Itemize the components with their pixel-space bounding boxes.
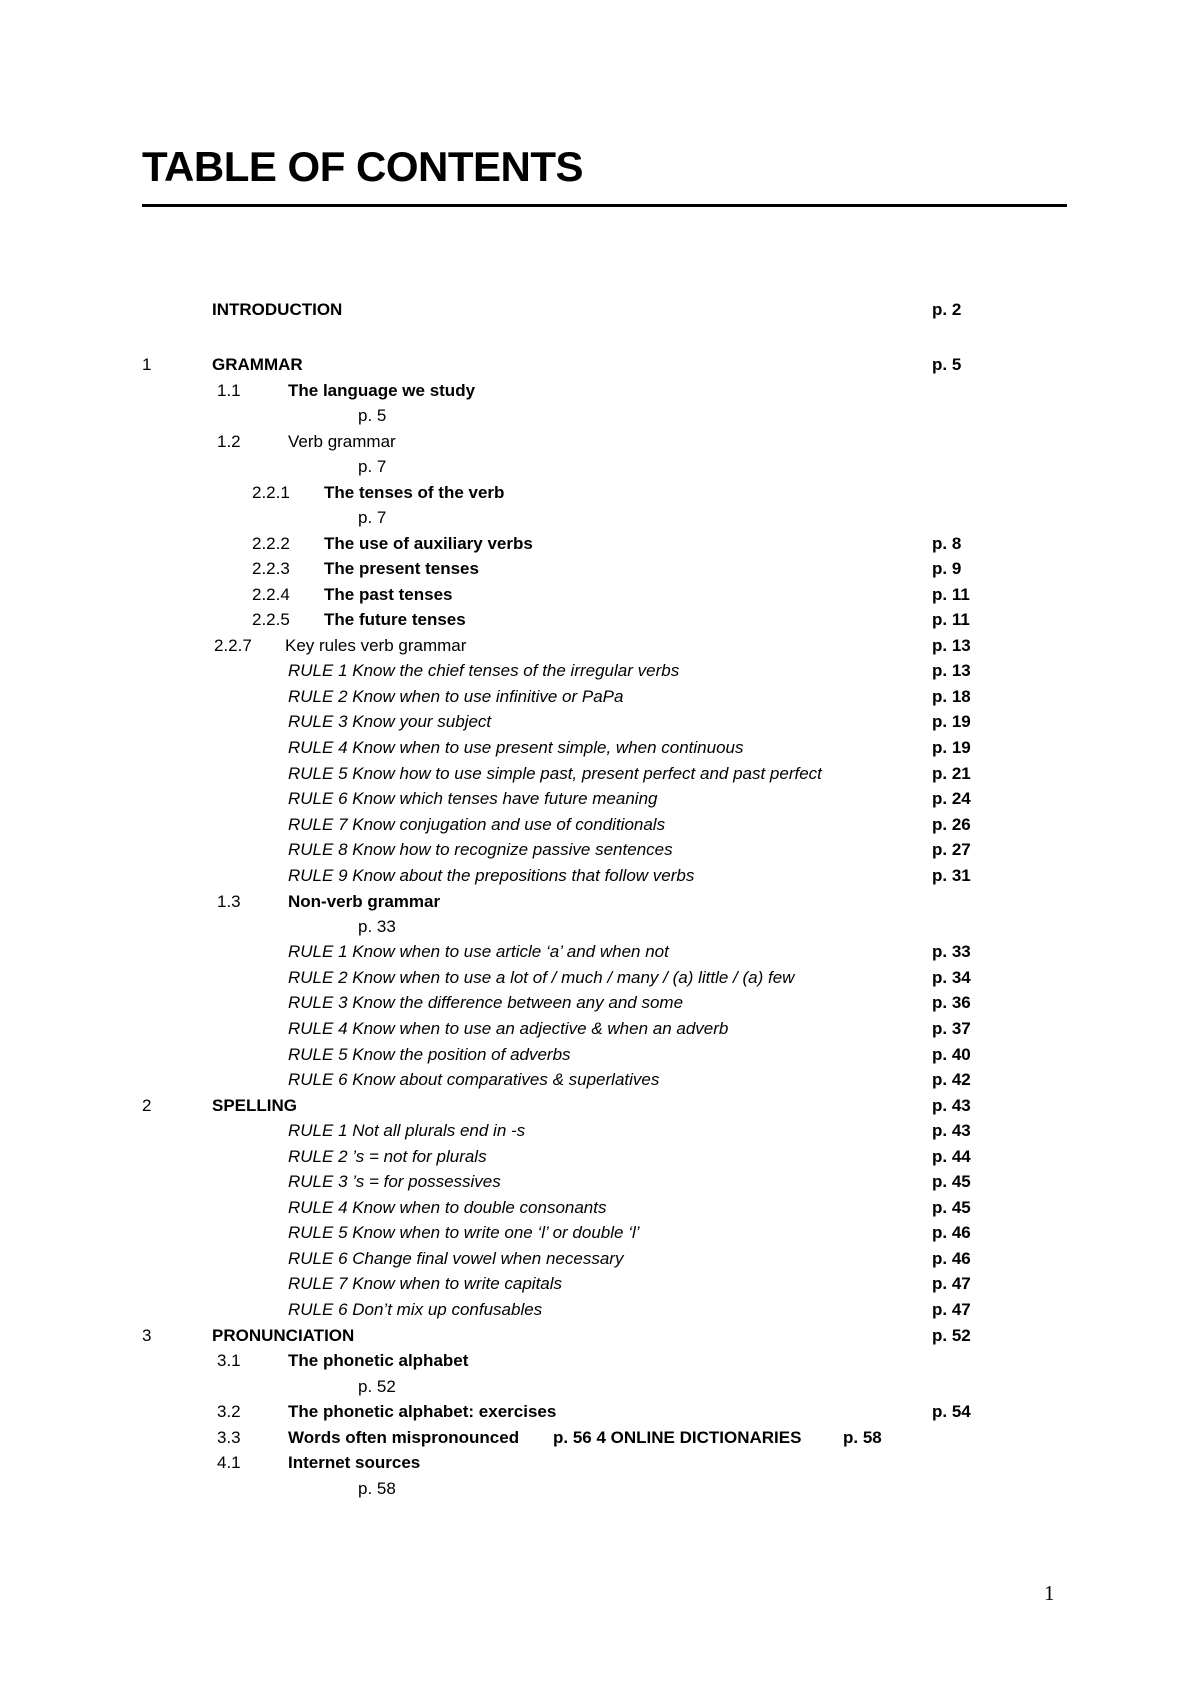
toc-entry-page: p. 13 [932,636,971,655]
toc-entry [0,1477,1200,1501]
toc-entry-page: p. 46 [932,1249,971,1268]
toc-entry [0,404,1200,428]
toc-entry-label: The past tenses [324,585,453,604]
toc-entry [0,1272,1200,1296]
toc-entry-page: p. 19 [932,738,971,757]
toc-entry-page: p. 47 [932,1300,971,1319]
title-underline [142,204,1067,207]
toc-entry-label: RULE 5 Know how to use simple past, present perfect and past perfect [288,764,822,783]
toc-entry-label: RULE 9 Know about the prepositions that follow verbs [288,866,695,885]
toc-entry-page: p. 42 [932,1070,971,1089]
toc-entry [0,298,1200,322]
toc-entry [0,1145,1200,1169]
toc-entry [0,991,1200,1015]
toc-entry-label: RULE 2 Know when to use a lot of / much / many / (a) little / (a) few [288,968,795,987]
toc-entry-label: RULE 2 Know when to use infinitive or PaPa [288,687,624,706]
toc-entry-label: RULE 8 Know how to recognize passive sentences [288,840,673,859]
toc-entry-page: p. 5 [932,355,962,374]
toc-entry [0,864,1200,888]
toc-entry-label: RULE 6 Don’t mix up confusables [288,1300,543,1319]
toc-entry-label: RULE 6 Know which tenses have future meaning [288,789,658,808]
toc-entry [0,890,1200,914]
toc-entry-page: p. 44 [932,1147,971,1166]
toc-entry-page: p. 40 [932,1045,971,1064]
toc-entry-number: 1.2 [217,432,241,451]
toc-entry [0,430,1200,454]
toc-entry [0,608,1200,632]
toc-entry-label: RULE 1 Know when to use article ‘a’ and when not [288,942,669,961]
toc-entry-page: p. 54 [932,1402,971,1421]
toc-entry-page: p. 34 [932,968,971,987]
toc-entry-label: Non-verb grammar [288,892,441,911]
toc-entry-number: 3.3 [217,1428,241,1447]
toc-entry [0,685,1200,709]
toc-entry-page: p. 5 [358,406,387,425]
toc-entry-page: p. 33 [932,942,971,961]
toc-entry-label: RULE 4 Know when to use present simple, when continuous [288,738,744,757]
toc-entry [0,1247,1200,1271]
toc-entry [0,1400,1200,1424]
toc-entry-page: p. 31 [932,866,971,885]
toc-entry-label: RULE 2 ’s = not for plurals [288,1147,487,1166]
toc-entry [0,1451,1200,1475]
toc-entry [0,1170,1200,1194]
toc-entry-page: p. 46 [932,1223,971,1242]
page-number: 1 [1044,1581,1055,1605]
toc-entry-label: Words often mispronounced [288,1428,520,1447]
toc-entry [0,736,1200,760]
toc-entry-number: 1 [142,355,152,374]
toc-entry-page: p. 13 [932,661,971,680]
toc-entry-page: p. 21 [932,764,971,783]
toc-entry [0,915,1200,939]
toc-entry-page: p. 8 [932,534,962,553]
toc-entry-page: p. 36 [932,993,971,1012]
toc-entry-label: RULE 3 Know the difference between any and some [288,993,684,1012]
toc-entry-page: p. 27 [932,840,971,859]
toc-entry [0,1119,1200,1143]
document-title: TABLE OF CONTENTS [142,143,584,190]
toc-entry-label: RULE 4 Know when to use an adjective & when an adverb [288,1019,729,1038]
toc-entry-page: p. 52 [358,1377,396,1396]
toc-entry-label: The language we study [288,381,476,400]
toc-entry-label: The present tenses [324,559,479,578]
toc-entry [0,1221,1200,1245]
toc-entry [0,762,1200,786]
toc-entry [0,557,1200,581]
toc-entry-page: p. 7 [358,457,387,476]
toc-entry-page: p. 7 [358,508,387,527]
toc-entry-page: p. 43 [932,1121,971,1140]
toc-entry [0,1349,1200,1373]
toc-entry [0,532,1200,556]
toc-entry [0,1324,1200,1348]
toc-entry-number: 3.1 [217,1351,241,1370]
toc-entry-label: RULE 6 Know about comparatives & superlatives [288,1070,660,1089]
toc-entry-label: RULE 6 Change final vowel when necessary [288,1249,624,1268]
toc-entry-page: p. 56 4 ONLINE DICTIONARIES [553,1428,802,1447]
toc-entry-label: GRAMMAR [212,355,303,374]
toc-entry-label: The phonetic alphabet: exercises [288,1402,557,1421]
toc-entry [0,1196,1200,1220]
toc-entry-page: p. 43 [932,1096,971,1115]
toc-entry-label: RULE 1 Not all plurals end in -s [288,1121,526,1140]
toc-entry-label: RULE 5 Know the position of adverbs [288,1045,571,1064]
toc-entry-number: 4.1 [217,1453,241,1472]
toc-entry-page: p. 9 [932,559,962,578]
toc-entry-label: RULE 5 Know when to write one ‘l’ or double ‘l’ [288,1223,640,1242]
toc-entry-page: p. 24 [932,789,971,808]
toc-entry-page: p. 26 [932,815,971,834]
toc-entry-label: Internet sources [288,1453,421,1472]
toc-entry-page: p. 58 [358,1479,396,1498]
toc-entry-page: p. 45 [932,1172,971,1191]
toc-entry [0,455,1200,479]
toc-entry [0,966,1200,990]
toc-entry [0,838,1200,862]
toc-entry-page: p. 18 [932,687,971,706]
toc-entry [0,813,1200,837]
toc-entry-number: 1.3 [217,892,241,911]
toc-entry-label: The phonetic alphabet [288,1351,469,1370]
toc-entry-page: p. 11 [932,585,970,604]
toc-entry-label: The use of auxiliary verbs [324,534,533,553]
toc-entry-label: RULE 7 Know when to write capitals [288,1274,563,1293]
toc-entry-label: INTRODUCTION [212,300,343,319]
toc-entry [0,710,1200,734]
toc-entry-number: 2.2.7 [214,636,252,655]
toc-entry [0,1043,1200,1067]
toc-entry-label: PRONUNCIATION [212,1326,355,1345]
toc-entry [0,1375,1200,1399]
toc-entry [0,506,1200,530]
toc-entry-label: RULE 3 ’s = for possessives [288,1172,501,1191]
toc-entry [0,634,1200,658]
toc-entry-number: 1.1 [217,381,241,400]
toc-entry-number: 2.2.5 [252,610,290,629]
toc-entry [0,481,1200,505]
toc-entry [0,353,1200,377]
toc-entry [0,1068,1200,1092]
toc-entry-page: p. 45 [932,1198,971,1217]
toc-entry [0,1017,1200,1041]
toc-entry-label: Key rules verb grammar [285,636,467,655]
toc-entry-label: RULE 1 Know the chief tenses of the irregular verbs [288,661,680,680]
toc-entry-number: 2.2.1 [252,483,290,502]
toc-entry-number: 3.2 [217,1402,241,1421]
toc-entry-page: p. 11 [932,610,970,629]
toc-entry-page: p. 37 [932,1019,971,1038]
toc-entry [0,583,1200,607]
toc-entry-number: 2.2.4 [252,585,290,604]
toc-entry-page: p. 33 [358,917,396,936]
toc-entry-number: 2.2.2 [252,534,290,553]
toc-entry [0,1298,1200,1322]
toc-entry-label: Verb grammar [288,432,396,451]
toc-entry-label: SPELLING [212,1096,298,1115]
toc-entry-label: RULE 3 Know your subject [288,712,492,731]
toc-entry-number: 2.2.3 [252,559,290,578]
toc-entry-page: p. 47 [932,1274,971,1293]
toc-entry-page: p. 19 [932,712,971,731]
toc-entry [0,787,1200,811]
toc-entry-number: 2 [142,1096,152,1115]
toc-entry [0,940,1200,964]
toc-entry-number: 3 [142,1326,152,1345]
toc-entry [0,659,1200,683]
toc-entry-page: p. 58 [843,1428,882,1447]
toc-entry-label: The tenses of the verb [324,483,505,502]
toc-entry-label: The future tenses [324,610,466,629]
toc-entry-page: p. 2 [932,300,962,319]
toc-entry-label: RULE 4 Know when to double consonants [288,1198,607,1217]
toc-entry [0,1094,1200,1118]
toc-entry [0,379,1200,403]
toc-entry-label: RULE 7 Know conjugation and use of conditionals [288,815,666,834]
toc-entry [0,1426,1200,1450]
toc-entry-page: p. 52 [932,1326,971,1345]
